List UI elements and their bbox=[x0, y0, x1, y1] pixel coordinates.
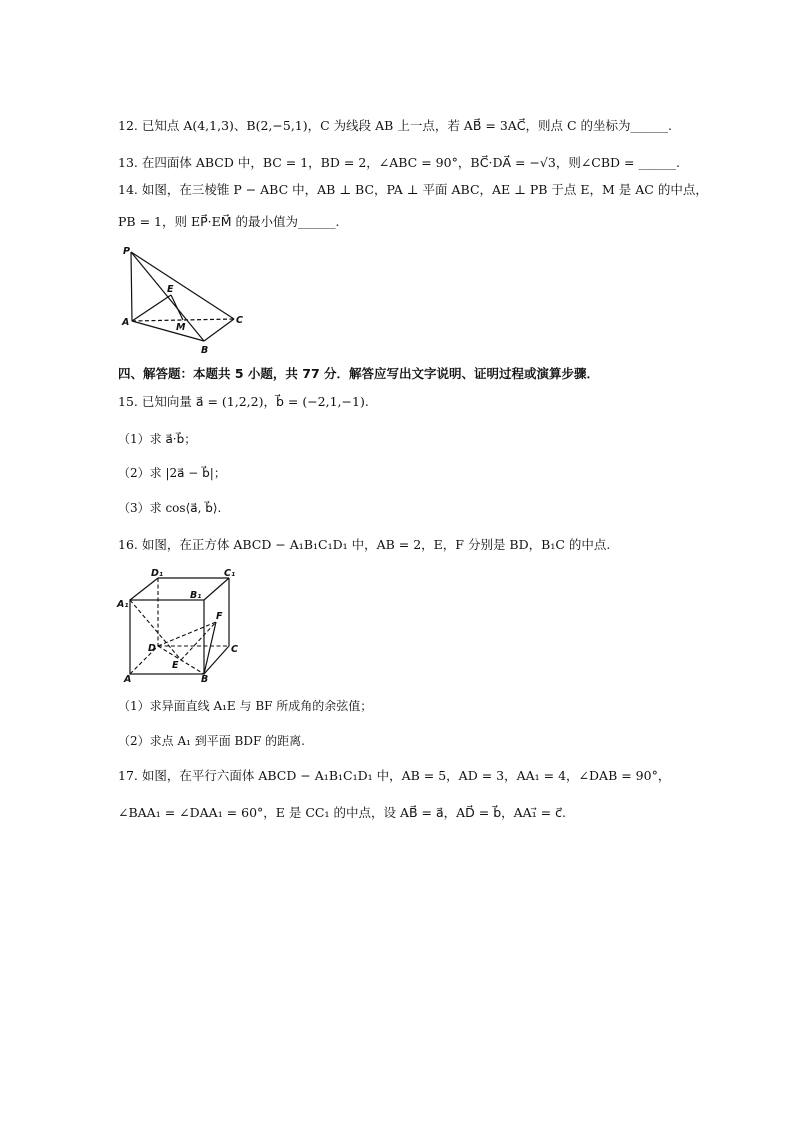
label-A1: A₁ bbox=[117, 599, 129, 610]
label-F: F bbox=[216, 611, 223, 622]
figure-pyramid bbox=[114, 240, 254, 360]
label-C: C bbox=[236, 315, 243, 326]
label-A: A bbox=[122, 317, 130, 328]
label-D1: D₁ bbox=[151, 568, 164, 579]
label-E: E bbox=[167, 284, 174, 295]
question-12: 12. 已知点 A(4,1,3)、B(2,−5,1)，C 为线段 AB 上一点，若 AB⃗ = 3AC⃗，则点 C 的坐标为______. bbox=[118, 118, 673, 133]
question-16-part1: （1）求异面直线 A₁E 与 BF 所成角的余弦值； bbox=[118, 699, 373, 713]
figure-cube bbox=[112, 562, 252, 684]
question-16: 16. 如图，在正方体 ABCD − A₁B₁C₁D₁ 中，AB = 2，E，F 分别是 BD，B₁C 的中点. bbox=[118, 537, 611, 552]
question-14-line1: 14. 如图，在三棱锥 P − ABC 中，AB ⊥ BC，PA ⊥ 平面 ABC，AE ⊥ PB 于点 E，M 是 AC 的中点， bbox=[118, 182, 708, 197]
question-15-part3: （3）求 cos⟨a⃗, b⃗⟩. bbox=[118, 501, 222, 515]
question-17-line2: ∠BAA₁ = ∠DAA₁ = 60°，E 是 CC₁ 的中点，设 AB⃗ = a⃗，AD⃗ = b⃗，AA₁⃗ = c⃗. bbox=[118, 805, 566, 820]
label-P: P bbox=[123, 246, 130, 257]
question-15-part1: （1）求 a⃗·b⃗； bbox=[118, 432, 197, 446]
label-C1: C₁ bbox=[224, 568, 236, 579]
label-B: B bbox=[201, 674, 209, 684]
label-A: A bbox=[124, 674, 132, 684]
label-B1: B₁ bbox=[190, 590, 202, 601]
question-15-part2: （2）求 |2a⃗ − b⃗|； bbox=[118, 466, 226, 480]
label-C: C bbox=[231, 644, 238, 655]
label-D: D bbox=[148, 643, 156, 654]
question-16-part2: （2）求点 A₁ 到平面 BDF 的距离. bbox=[118, 734, 305, 748]
section-heading: 四、解答题：本题共 5 小题，共 77 分．解答应写出文字说明、证明过程或演算步骤． bbox=[118, 366, 600, 381]
label-B: B bbox=[201, 345, 209, 356]
label-M: M bbox=[176, 322, 186, 333]
question-13: 13. 在四面体 ABCD 中，BC = 1，BD = 2，∠ABC = 90°，BC⃗·DA⃗ = −√3，则∠CBD = ______. bbox=[118, 155, 680, 170]
question-17-line1: 17. 如图，在平行六面体 ABCD − A₁B₁C₁D₁ 中，AB = 5，AD = 3，AA₁ = 4，∠DAB = 90°， bbox=[118, 768, 671, 783]
label-E: E bbox=[172, 660, 179, 671]
question-15: 15. 已知向量 a⃗ = (1,2,2)，b⃗ = (−2,1,−1). bbox=[118, 394, 369, 409]
question-14-line2: PB = 1，则 EP⃗·EM⃗ 的最小值为______. bbox=[118, 214, 340, 229]
